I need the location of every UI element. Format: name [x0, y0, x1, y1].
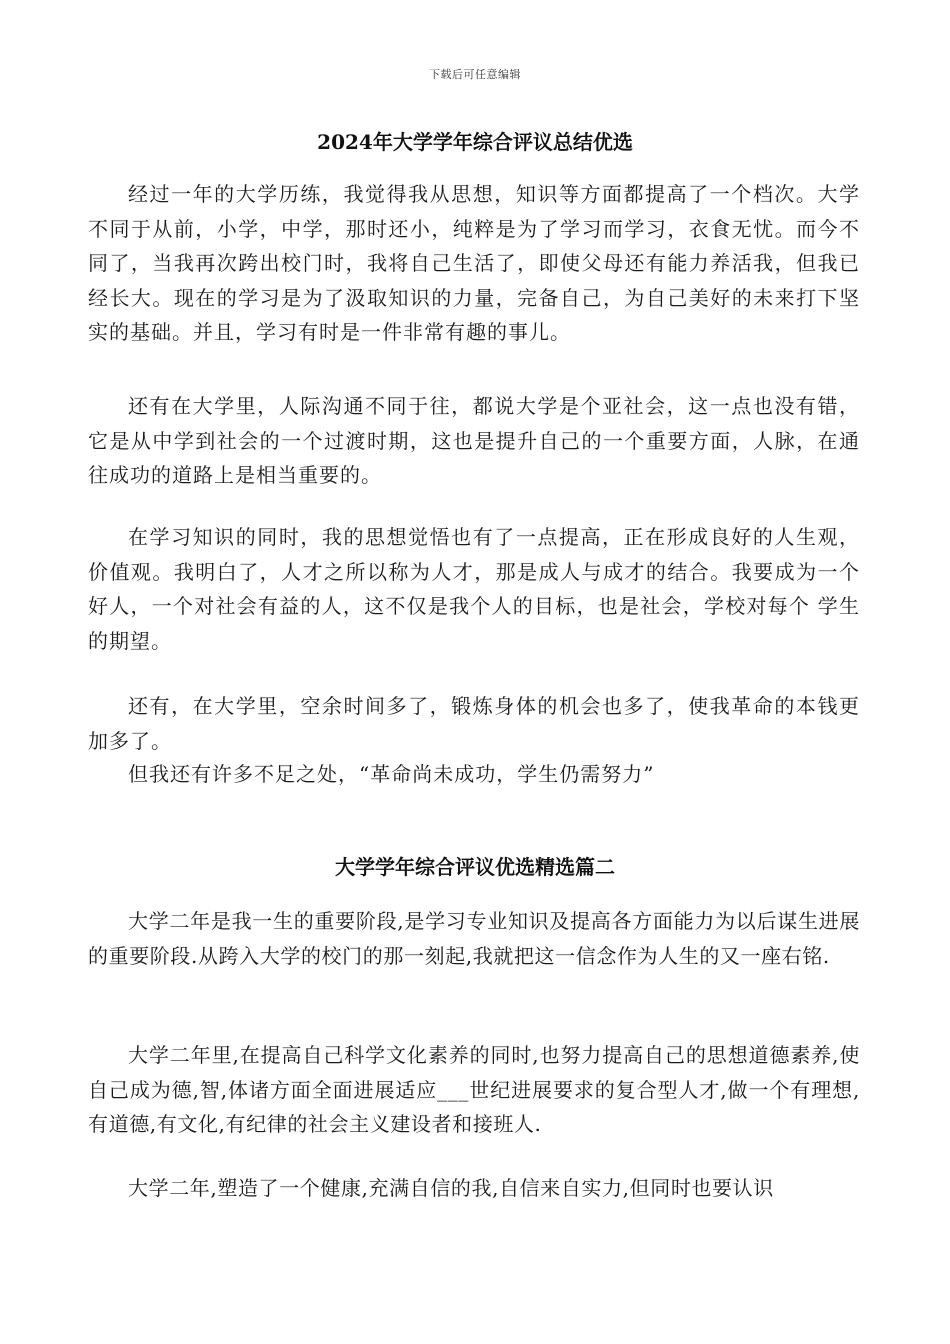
paragraph: 在学习知识的同时，我的思想觉悟也有了一点提高，正在形成良好的人生观，价值观。我明白了，人才之所以称为人才，那是成人与成才的结合。我要成为一个好人，一个对社会有益的人，这不仅是我个人的目标，也是社会，学校对每个 学生的期望。 [88, 525, 860, 653]
section-title: 大学学年综合评议优选精选篇二 [335, 855, 615, 879]
paragraph: 大学二年,塑造了一个健康,充满自信的我,自信来自实力,但同时也要认识 [128, 1176, 774, 1200]
paragraph: 但我还有许多不足之处，“革命尚未成功，学生仍需努力” [128, 762, 655, 786]
paragraph: 大学二年里,在提高自己科学文化素养的同时,也努力提高自己的思想道德素养,使自己成为德,智,体诸方面全面进展适应___世纪进展要求的复合型人才,做一个有理想,有道德,有文化,有纪律的社会主义建设者和接班人. [88, 1043, 860, 1136]
paragraph: 还有，在大学里，空余时间多了，锻炼身体的机会也多了，使我革命的本钱更加多了。 [88, 694, 860, 753]
paragraph: 还有在大学里，人际沟通不同于往，都说大学是个亚社会，这一点也没有错，它是从中学到社会的一个过渡时期，这也是提升自己的一个重要方面，人脉，在通往成功的道路上是相当重要的。 [88, 394, 860, 487]
document-title: 2024年大学学年综合评议总结优选 [317, 130, 633, 154]
header-note: 下载后可任意编辑 [429, 68, 521, 81]
paragraph: 经过一年的大学历练，我觉得我从思想，知识等方面都提高了一个档次。大学不同于从前，小学，中学，那时还小，纯粹是为了学习而学习，衣食无忧。而今不同了，当我再次跨出校门时，我将自己生活了，即使父母还有能力养活我，但我已经长大。现在的学习是为了汲取知识的力量，完备自己，为自己美好的未来打下坚实的基础。并且，学习有时是一件非常有趣的事儿。 [88, 182, 860, 344]
paragraph: 大学二年是我一生的重要阶段,是学习专业知识及提高各方面能力为以后谋生进展的重要阶段.从跨入大学的校门的那一刻起,我就把这一信念作为人生的又一座右铭. [88, 909, 860, 968]
